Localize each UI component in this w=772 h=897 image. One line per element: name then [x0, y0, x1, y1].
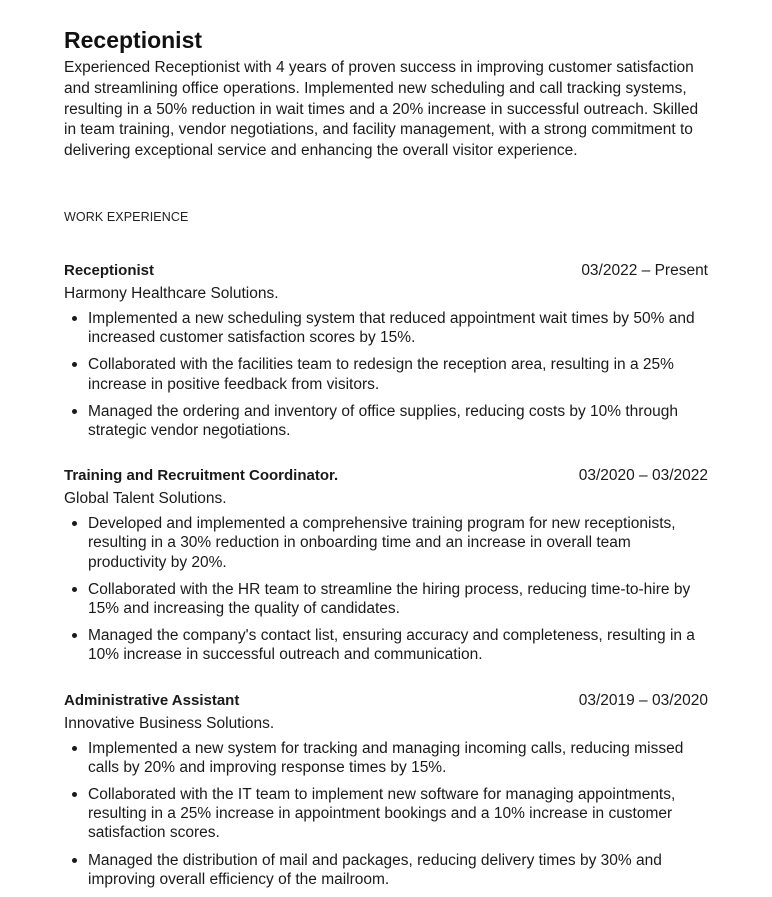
- bullet-dot-icon: [72, 858, 77, 863]
- job-entry: [64, 466, 714, 664]
- job-dates: 03/2020 – 03/2022: [578, 467, 708, 485]
- job-bullet-text: Implemented a new system for tracking and managing incoming calls, reducing missed calls by 20% and improving response times by 15%.: [88, 739, 684, 776]
- job-header: [64, 691, 708, 711]
- bullet-dot-icon: [72, 587, 77, 592]
- job-bullet-list: [64, 739, 714, 889]
- job-dates: 03/2019 – 03/2020: [578, 691, 708, 709]
- job-bullet: [64, 580, 708, 618]
- job-title: Training and Recruitment Coordinator.: [64, 467, 339, 485]
- job-bullet-text: Collaborated with the HR team to streamline the hiring process, reducing time-to-hire by 15% and increasing the quality of candidates.: [88, 580, 691, 618]
- job-dates: 03/2022 – Present: [581, 261, 708, 279]
- job-title: Receptionist: [64, 261, 155, 279]
- job-entry: [64, 261, 714, 440]
- job-bullet-text: Implemented a new scheduling system that reduced appointment wait times by 50% and increased customer satisfaction scores by 15%.: [88, 309, 695, 347]
- job-title: Administrative Assistant: [64, 691, 240, 709]
- job-bullet: [64, 514, 708, 572]
- job-bullet: [64, 785, 708, 843]
- job-bullet-list: [64, 309, 714, 440]
- job-header: [64, 261, 708, 281]
- job-bullet: [64, 739, 708, 777]
- company-name: Innovative Business Solutions.: [64, 714, 275, 732]
- job-header: [64, 466, 708, 486]
- company-name: Global Talent Solutions.: [64, 490, 227, 508]
- professional-summary: Experienced Receptionist with 4 years of proven success in improving customer satisfaction and streamlining office operations. Implemented new scheduling and call tracking systems, resulting in a 50% reduction in wait times and a 20% increase in successful outreach. Skilled in team training, vendor negotiations, and facility management, with a strong commitment to delivering exceptional service and enhancing the overall visitor experience.: [64, 59, 699, 160]
- job-bullet: [64, 309, 708, 347]
- section-title-work-experience: WORK EXPERIENCE: [64, 209, 189, 224]
- resume-name-heading: Receptionist: [64, 27, 203, 53]
- job-bullet: [64, 851, 708, 889]
- bullet-dot-icon: [72, 409, 77, 414]
- bullet-dot-icon: [72, 362, 77, 367]
- company-name: Harmony Healthcare Solutions.: [64, 284, 279, 302]
- job-bullet: [64, 355, 708, 393]
- bullet-dot-icon: [72, 792, 77, 797]
- resume-page: [64, 24, 714, 897]
- job-bullet-text: Collaborated with the facilities team to redesign the reception area, resulting in a 25% increase in positive feedback from visitors.: [88, 356, 674, 393]
- bullet-dot-icon: [72, 633, 77, 638]
- job-bullet-text: Collaborated with the IT team to implement new software for managing appointments, resulting in a 25% increase in appointment bookings and a 10% increase in customer satisfaction scores.: [88, 786, 676, 842]
- job-entry: [64, 691, 714, 889]
- job-bullet-list: [64, 514, 714, 664]
- job-bullet-text: Managed the company's contact list, ensuring accuracy and completeness, resulting in a 10% increase in successful outreach and communication.: [88, 627, 695, 664]
- bullet-dot-icon: [72, 746, 77, 751]
- job-bullet: [64, 626, 708, 664]
- job-bullet: [64, 402, 708, 440]
- bullet-dot-icon: [72, 521, 77, 526]
- job-bullet-text: Managed the distribution of mail and packages, reducing delivery times by 30% and improving overall efficiency of the mailroom.: [88, 851, 662, 888]
- bullet-dot-icon: [72, 316, 77, 321]
- job-bullet-text: Managed the ordering and inventory of office supplies, reducing costs by 10% through strategic vendor negotiations.: [88, 402, 678, 439]
- job-bullet-text: Developed and implemented a comprehensive training program for new receptionists, resulting in a 30% reduction in onboarding time and an increase in overall team productivity by 20%.: [88, 515, 676, 571]
